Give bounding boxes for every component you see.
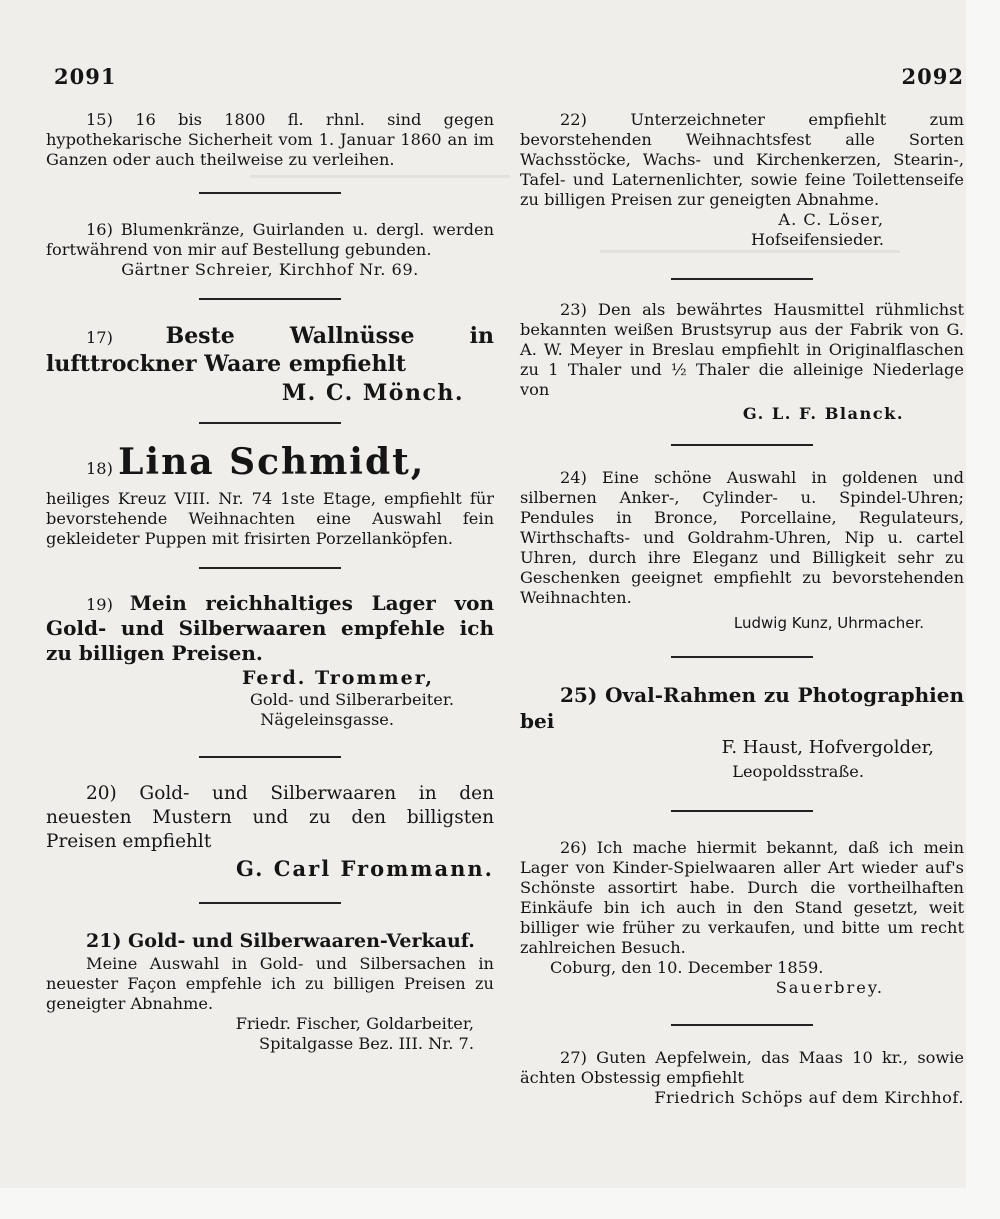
- separator-rule: [199, 422, 341, 424]
- ad-16-signature: Gärtner Schreier, Kirchhof Nr. 69.: [121, 260, 419, 279]
- ad-17-number: 17): [86, 328, 113, 347]
- separator-rule: [199, 756, 341, 758]
- ad-19-signature-name: Ferd. Trommer,: [241, 667, 434, 689]
- separator-rule: [671, 278, 813, 280]
- ad-19: [46, 591, 494, 730]
- ad-22-signature-trade: Hofseifensieder.: [750, 230, 884, 249]
- ad-26-text: 26) Ich mache hiermit bekannt, daß ich mein Lager von Kinder-Spielwaaren aller Art wieder auf's Schönste assortirt habe. Durch die vortheilhaften Einkäufe bin ich auch in den Stand gesetzt, weit billiger wie früher zu verkaufen, und bitte um recht zahlreichen Besuch.: [520, 838, 964, 957]
- ad-23: [520, 300, 964, 428]
- separator-rule: [199, 298, 341, 300]
- ad-24-signature: Ludwig Kunz, Uhrmacher.: [733, 614, 924, 632]
- ad-21: [46, 928, 494, 1054]
- ad-23-text: 23) Den als bewährtes Hausmittel rühmlichst bekannten weißen Brustsyrup aus der Fabrik von G. A. W. Meyer in Breslau empfiehlt in Originalflaschen zu 1 Thaler und ½ Thaler die alleinige Niederlage von: [520, 300, 964, 399]
- left-column: [46, 110, 494, 1054]
- ad-25: [520, 682, 964, 782]
- separator-rule: [199, 192, 341, 194]
- ad-18-name: Lina Schmidt,: [118, 441, 426, 483]
- scan-margin-right: [966, 0, 1000, 1219]
- ad-18-number: 18): [86, 459, 113, 478]
- right-column: [520, 110, 964, 1108]
- ad-21-text: Meine Auswahl in Gold- und Silbersachen in neuester Façon empfehle ich zu billigen Preisen zu geneigter Abnahme.: [46, 954, 494, 1013]
- ad-24-text: 24) Eine schöne Auswahl in goldenen und silbernen Anker-, Cylinder- u. Spindel-Uhren; Pendules in Bronce, Porcellaine, Regulateurs, Wirthschafts- und Goldrahm-Uhren, Nip u. cartel Uhren, durch ihre Eleganz und Billigkeit sehr zu Geschenken geeignet empfiehlt zu bevorstehenden Weihnachten.: [520, 468, 964, 607]
- separator-rule: [199, 567, 341, 569]
- ad-20: [46, 782, 494, 884]
- separator-rule: [671, 810, 813, 812]
- ad-19-text: Mein reichhaltiges Lager von Gold- und Silberwaaren empfehle ich zu billigen Preisen.: [46, 591, 494, 665]
- ad-15-text: 15) 16 bis 1800 fl. rhnl. sind gegen hypothekarische Sicherheit vom 1. Januar 1860 an im Ganzen oder auch theilweise zu verleihen.: [46, 110, 494, 169]
- ad-21-signature-name: Friedr. Fischer, Goldarbeiter,: [235, 1014, 474, 1033]
- ad-25-signature-street: Leopoldsstraße.: [732, 762, 864, 781]
- ad-20-signature: G. Carl Frommann.: [236, 856, 494, 881]
- ad-17-signature: M. C. Mönch.: [281, 380, 464, 406]
- page-number-left: 2091: [54, 64, 117, 89]
- ad-22: [520, 110, 964, 250]
- ad-19-signature-trade: Gold- und Silberarbeiter.: [249, 690, 454, 709]
- ad-17: [46, 322, 494, 408]
- ad-24: [520, 468, 964, 638]
- ad-22-text: 22) Unterzeichneter empfiehlt zum bevorstehenden Weihnachtsfest alle Sorten Wachsstöcke, Wachs- und Kirchenkerzen, Stearin-, Tafel- und Laternenlichter, sowie feine Toilettenseife zu billigen Preisen zur geneigten Abnahme.: [520, 110, 964, 209]
- separator-rule: [671, 656, 813, 658]
- ad-27-text: 27) Guten Aepfelwein, das Maas 10 kr., sowie ächten Obstessig empfiehlt: [520, 1048, 964, 1087]
- scan-margin-bottom: [0, 1188, 1000, 1219]
- ad-21-title: 21) Gold- und Silberwaaren-Verkauf.: [86, 930, 475, 952]
- ad-16: [46, 220, 494, 280]
- separator-rule: [671, 1024, 813, 1026]
- ad-25-signature-name: F. Haust, Hofvergolder,: [721, 737, 934, 758]
- separator-rule: [671, 444, 813, 446]
- ad-22-signature-name: A. C. Löser,: [778, 210, 884, 229]
- separator-rule: [199, 902, 341, 904]
- ad-15: [46, 110, 494, 170]
- ad-18-text: heiliges Kreuz VIII. Nr. 74 1ste Etage, empfiehlt für bevorstehende Weihnachten eine Auswahl fein gekleideter Puppen mit frisirten Porzellanköpfen.: [46, 489, 494, 548]
- ad-19-signature-street: Nägeleinsgasse.: [260, 710, 394, 729]
- ad-26: [520, 838, 964, 998]
- ad-27-signature: Friedrich Schöps auf dem Kirchhof.: [654, 1088, 964, 1107]
- ad-23-signature: G. L. F. Blanck.: [742, 404, 904, 423]
- ad-17-text: Beste Wallnüsse in lufttrockner Waare empfiehlt: [46, 323, 494, 377]
- ad-26-dateline: Coburg, den 10. December 1859.: [550, 958, 824, 977]
- ad-25-text: 25) Oval-Rahmen zu Photographien bei: [520, 683, 964, 733]
- ad-18: [46, 442, 494, 549]
- page-number-right: 2092: [901, 64, 964, 89]
- ad-16-text: 16) Blumenkränze, Guirlanden u. dergl. werden fortwährend von mir auf Bestellung gebunden.: [46, 220, 494, 259]
- ad-19-number: 19): [86, 595, 113, 614]
- ad-27: [520, 1048, 964, 1108]
- ad-21-signature-street: Spitalgasse Bez. III. Nr. 7.: [259, 1034, 474, 1053]
- ad-26-signature: Sauerbrey.: [775, 978, 884, 997]
- ad-20-text: 20) Gold- und Silberwaaren in den neuesten Mustern und zu den billigsten Preisen empfiehlt: [46, 783, 494, 852]
